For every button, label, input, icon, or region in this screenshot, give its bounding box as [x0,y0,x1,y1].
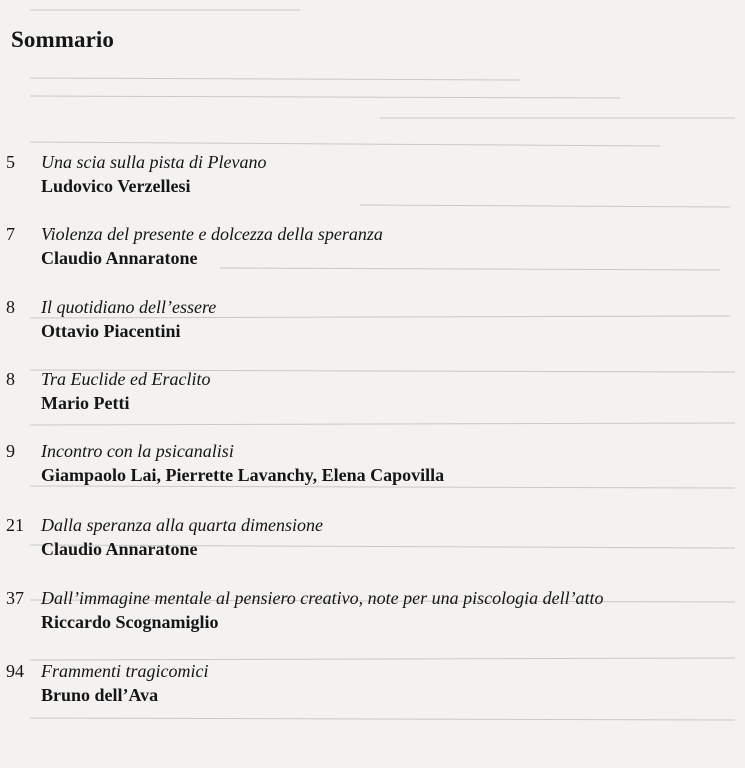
toc-author: Ottavio Piacentini [41,321,181,341]
toc-page-number: 21 [6,515,24,535]
toc-page-number: 37 [6,588,24,608]
toc-title: Dalla speranza alla quarta dimensione [41,515,323,535]
toc-title: Frammenti tragicomici [41,661,209,681]
toc-author: Claudio Annaratone [41,248,198,268]
toc-page-number: 9 [6,441,15,461]
toc-author: Claudio Annaratone [41,539,198,559]
toc-author: Riccardo Scognamiglio [41,612,219,632]
toc-title: Una scia sulla pista di Plevano [41,152,267,172]
toc-author: Mario Petti [41,393,130,413]
toc-author: Ludovico Verzellesi [41,176,191,196]
toc-page-number: 8 [6,369,15,389]
toc-page-number: 8 [6,297,15,317]
toc-page-number: 7 [6,224,15,244]
toc-author: Giampaolo Lai, Pierrette Lavanchy, Elena Capovilla [41,465,445,485]
toc-page-number: 5 [6,152,15,172]
toc-title: Incontro con la psicanalisi [41,441,234,461]
toc-title: Dall’immagine mentale al pensiero creativo, note per una piscologia dell’atto [41,588,604,608]
toc-title: Violenza del presente e dolcezza della speranza [41,224,383,244]
toc-title: Il quotidiano dell’essere [41,297,217,317]
toc-page-number: 94 [6,661,24,681]
toc-title: Tra Euclide ed Eraclito [41,369,211,389]
toc-author: Bruno dell’Ava [41,685,159,705]
page-title: Sommario [11,27,115,52]
